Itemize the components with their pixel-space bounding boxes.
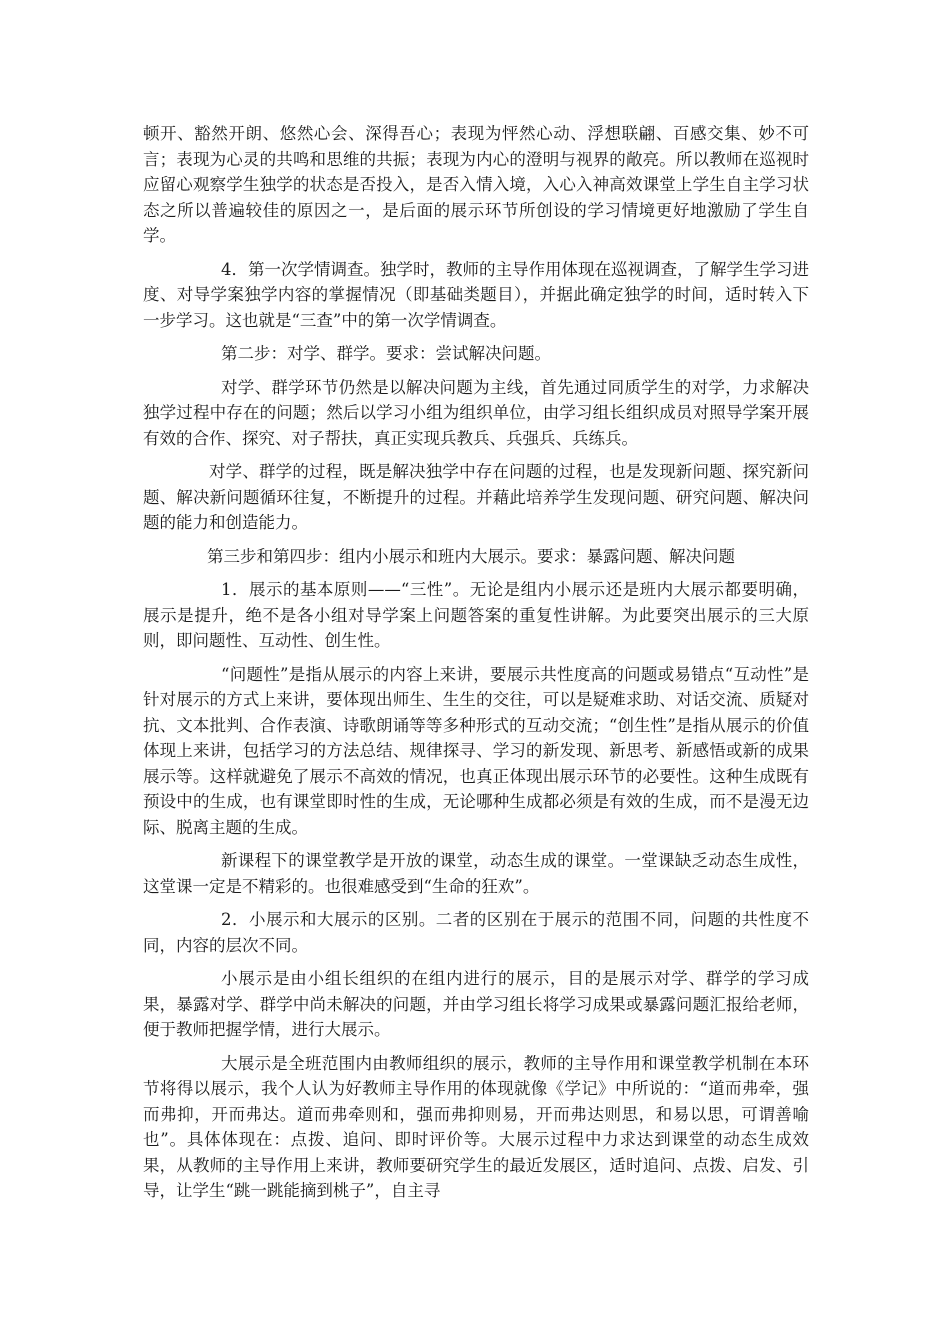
paragraph-5: 对学、群学的过程，既是解决独学中存在问题的过程，也是发现新问题、探究新问题、解决新问题循环往复，不断提升的过程。并藉此培养学生发现问题、研究问题、解决问题的能力和创造能力。 xyxy=(143,462,809,532)
document-page xyxy=(143,121,809,1212)
paragraph-11: 小展示是由小组长组织的在组内进行的展示，目的是展示对学、群学的学习成果，暴露对学、群学中尚未解决的问题，并由学习组长将学习成果或暴露问题汇报给老师，便于教师把握学情，进行大展示。 xyxy=(143,969,809,1039)
paragraph-12: 大展示是全班范围内由教师组织的展示，教师的主导作用和课堂教学机制在本环节将得以展示，我个人认为好教师主导作用的体现就像《学记》中所说的：“道而弗牵，强而弗抑，开而弗达。道而弗牵则和，强而弗抑则易，开而弗达则思，和易以思，可谓善喻也”。具体体现在：点拨、追问、即时评价等。大展示过程中力求达到课堂的动态生成效果，从教师的主导作用上来讲，教师要研究学生的最近发展区，适时追问、点拨、启发、引导，让学生“跳一跳能摘到桃子”，自主寻 xyxy=(143,1053,809,1200)
paragraph-7: 1．展示的基本原则——“三性”。无论是组内小展示还是班内大展示都要明确，展示是提升，绝不是各小组对导学案上问题答案的重复性讲解。为此要突出展示的三大原则，即问题性、互动性、创生性。 xyxy=(143,580,809,650)
paragraph-8: “问题性”是指从展示的内容上来讲，要展示共性度高的问题或易错点“互动性”是针对展示的方式上来讲，要体现出师生、生生的交往，可以是疑难求助、对话交流、质疑对抗、文本批判、合作表演、诗歌朗诵等等多种形式的互动交流；“创生性”是指从展示的价值体现上来讲，包括学习的方法总结、规律探寻、学习的新发现、新思考、新感悟或新的成果展示等。这样就避免了展示不高效的情况，也真正体现出展示环节的必要性。这种生成既有预设中的生成，也有课堂即时性的生成，无论哪种生成都必须是有效的生成，而不是漫无边际、脱离主题的生成。 xyxy=(143,664,809,837)
paragraph-10: 2．小展示和大展示的区别。二者的区别在于展示的范围不同，问题的共性度不同，内容的层次不同。 xyxy=(143,910,809,955)
paragraph-4: 对学、群学环节仍然是以解决问题为主线，首先通过同质学生的对学，力求解决独学过程中存在的问题；然后以学习小组为组织单位，由学习组长组织成员对照导学案开展有效的合作、探究、对子帮扶，真正实现兵教兵、兵强兵、兵练兵。 xyxy=(143,377,809,448)
paragraph-3-step-two-heading: 第二步：对学、群学。要求：尝试解决问题。 xyxy=(221,344,551,363)
paragraph-1: 顿开、豁然开朗、悠然心会、深得吾心；表现为怦然心动、浮想联翩、百感交集、妙不可言；表现为心灵的共鸣和思维的共振；表现为内心的澄明与视界的敞亮。所以教师在巡视时应留心观察学生独学的状态是否投入，是否入情入境，入心入神高效课堂上学生自主学习状态之所以普遍较佳的原因之一，是后面的展示环节所创设的学习情境更好地激励了学生自学。 xyxy=(143,124,809,245)
paragraph-2: 4．第一次学情调查。独学时，教师的主导作用体现在巡视调查，了解学生学习进度、对导学案独学内容的掌握情况（即基础类题目），并据此确定独学的时间，适时转入下一步学习。这也就是“三查”中的第一次学情调查。 xyxy=(143,259,809,330)
paragraph-6-step-three-four-heading: 第三步和第四步：组内小展示和班内大展示。要求：暴露问题、解决问题 xyxy=(207,546,735,566)
paragraph-9: 新课程下的课堂教学是开放的课堂，动态生成的课堂。一堂课缺乏动态生成性，这堂课一定是不精彩的。也很难感受到“生命的狂欢”。 xyxy=(143,851,809,896)
